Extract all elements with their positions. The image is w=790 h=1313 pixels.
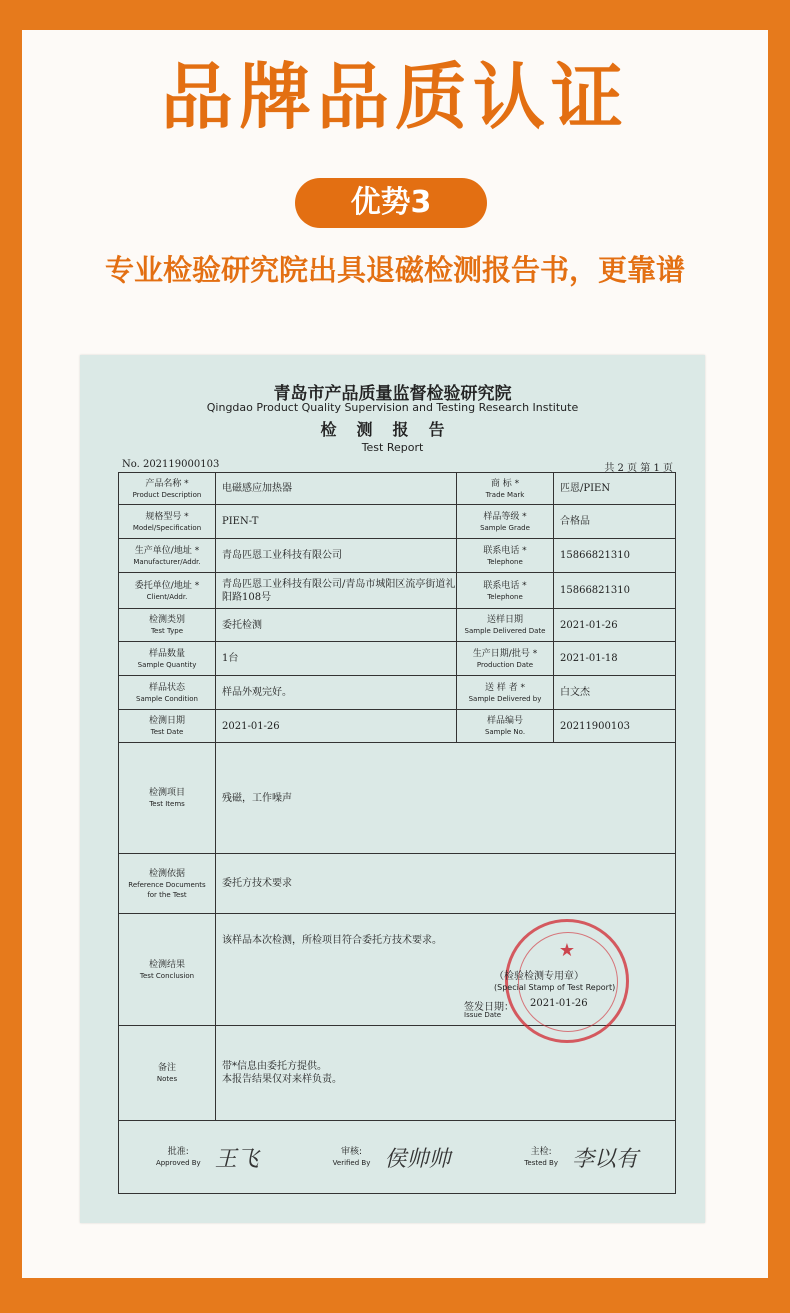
table-row	[119, 609, 676, 642]
delivered-by-label: 送 样 者 * Sample Delivered by	[457, 676, 554, 710]
tagline: 专业检验研究院出具退磁检测报告书，更靠谱	[104, 253, 685, 287]
signatures-cell	[119, 1121, 676, 1194]
special-stamp-label-cn: （检验检测专用章）	[494, 971, 584, 982]
advantage-badge: 优势3	[295, 178, 487, 228]
test-type-value: 委托检测	[216, 609, 457, 642]
product-name-label: 产品名称 * Product Description	[119, 473, 216, 505]
table-row	[119, 743, 676, 854]
issue-date-label-en: Issue Date	[464, 1011, 502, 1019]
approved-by-block: 批准: Approved By 王飞	[156, 1142, 259, 1173]
sample-grade-value: 合格品	[554, 505, 676, 539]
production-date-value: 2021-01-18	[554, 642, 676, 676]
star-icon: ★	[558, 940, 576, 961]
test-report-document	[80, 355, 705, 1223]
model-value: PIEN-T	[216, 505, 457, 539]
conclusion-value: 该样品本次检测，所检项目符合委托方技术要求。	[216, 914, 676, 1026]
table-row	[119, 1026, 676, 1121]
report-title-cn: 检测报告	[320, 420, 465, 439]
report-title-en: Test Report	[361, 441, 424, 454]
approved-signature: 王飞	[214, 1146, 259, 1172]
special-stamp-label-en: (Special Stamp of Test Report)	[494, 983, 616, 992]
manufacturer-value: 青岛匹恩工业科技有限公司	[216, 539, 457, 573]
table-row	[119, 505, 676, 539]
product-name-value: 电磁感应加热器	[216, 473, 457, 505]
sample-no-label: 样品编号 Sample No.	[457, 710, 554, 743]
report-table	[118, 472, 676, 1194]
institute-name-en: Qingdao Product Quality Supervision and Testing Research Institute	[206, 401, 579, 414]
verified-signature: 侯帅帅	[384, 1146, 451, 1172]
test-items-value: 残磁，工作噪声	[216, 743, 676, 854]
table-row	[119, 854, 676, 914]
telephone-label: 联系电话 * Telephone	[457, 573, 554, 609]
sample-no-value: 20211900103	[554, 710, 676, 743]
page-count: 共 2 页 第 1 页	[604, 463, 673, 474]
table-row	[119, 573, 676, 609]
delivered-by-value: 白文杰	[554, 676, 676, 710]
test-items-label: 检测项目 Test Items	[119, 743, 216, 854]
issue-date-label: 签发日期：	[464, 1002, 514, 1013]
test-date-label: 检测日期 Test Date	[119, 710, 216, 743]
reference-value: 委托方技术要求	[216, 854, 676, 914]
test-date-value: 2021-01-26	[216, 710, 457, 743]
delivered-date-value: 2021-01-26	[554, 609, 676, 642]
tested-signature: 李以有	[572, 1146, 639, 1172]
sample-grade-label: 样品等级 * Sample Grade	[457, 505, 554, 539]
table-row	[119, 539, 676, 573]
telephone-value: 15866821310	[554, 539, 676, 573]
remarks-value: 带*信息由委托方提供。 本报告结果仅对来样负责。	[216, 1026, 676, 1121]
production-date-label: 生产日期/批号 * Production Date	[457, 642, 554, 676]
test-type-label: 检测类别 Test Type	[119, 609, 216, 642]
table-row	[119, 473, 676, 505]
institute-name-cn: 青岛市产品质量监督检验研究院	[273, 384, 512, 404]
table-row	[119, 642, 676, 676]
remarks-label: 备注 Notes	[119, 1026, 216, 1121]
conclusion-label: 检测结果 Test Conclusion	[119, 914, 216, 1026]
client-label: 委托单位/地址 * Client/Addr.	[119, 573, 216, 609]
tested-by-block: 主检: Tested By 李以有	[524, 1142, 638, 1173]
sample-condition-value: 样品外观完好。	[216, 676, 457, 710]
delivered-date-label: 送样日期 Sample Delivered Date	[457, 609, 554, 642]
report-number: No. 202119000103	[122, 459, 220, 470]
sample-condition-label: 样品状态 Sample Condition	[119, 676, 216, 710]
table-row	[119, 676, 676, 710]
issue-date-value: 2021-01-26	[530, 998, 588, 1009]
trade-mark-label: 商 标 * Trade Mark	[457, 473, 554, 505]
telephone-label: 联系电话 * Telephone	[457, 539, 554, 573]
client-value: 青岛匹恩工业科技有限公司/青岛市城阳区流亭街道礼阳路108号	[216, 573, 457, 609]
reference-label: 检测依据 Reference Documents for the Test	[119, 854, 216, 914]
telephone-value: 15866821310	[554, 573, 676, 609]
manufacturer-label: 生产单位/地址 * Manufacturer/Addr.	[119, 539, 216, 573]
sample-quantity-value: 1台	[216, 642, 457, 676]
verified-by-block: 审核: Verified By 侯帅帅	[333, 1142, 451, 1173]
model-label: 规格型号 * Model/Specification	[119, 505, 216, 539]
sample-quantity-label: 样品数量 Sample Quantity	[119, 642, 216, 676]
page-title: 品牌品质认证	[160, 55, 629, 139]
trade-mark-value: 匹恩/PIEN	[554, 473, 676, 505]
table-row	[119, 710, 676, 743]
signature-row	[119, 1121, 676, 1194]
